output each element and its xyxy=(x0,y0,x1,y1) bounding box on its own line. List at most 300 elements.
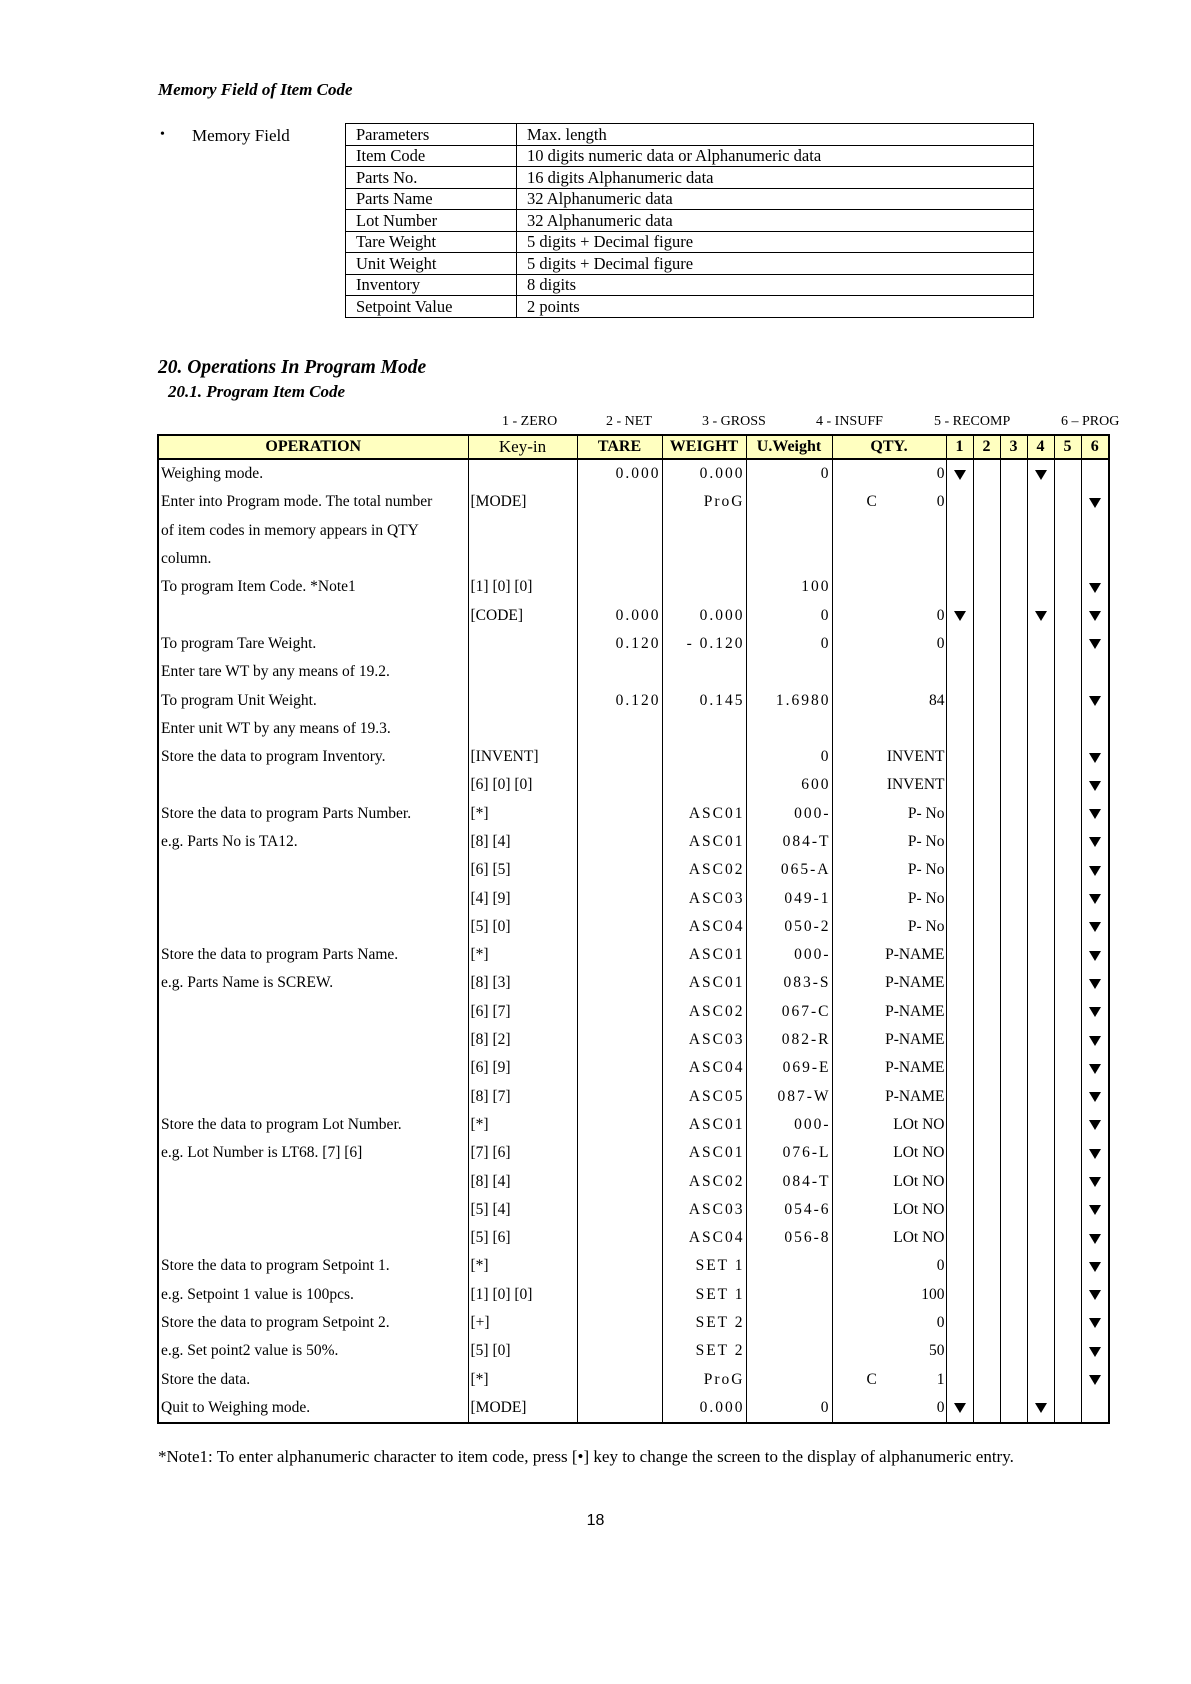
annunciator-4-cell xyxy=(1027,1281,1054,1309)
operation-cell: Store the data to program Lot Number. xyxy=(158,1111,468,1139)
parameter-cell: Lot Number xyxy=(346,210,517,232)
annunciator-1-cell xyxy=(946,1111,973,1139)
operation-cell: e.g. Parts Name is SCREW. xyxy=(158,969,468,997)
section-title: 20. Operations In Program Mode xyxy=(158,357,427,378)
annunciator-1-cell xyxy=(946,828,973,856)
operation-cell: Store the data to program Inventory. xyxy=(158,743,468,771)
weight-cell xyxy=(662,771,746,799)
tare-cell xyxy=(577,913,662,941)
uweight-cell: 065-A xyxy=(746,856,832,884)
annunciator-3-cell xyxy=(1000,1111,1027,1139)
table-row xyxy=(346,253,1034,275)
weight-cell: 0.000 xyxy=(662,459,746,488)
uweight-cell xyxy=(746,1366,832,1394)
keyin-cell xyxy=(468,630,577,658)
annunciator-4-cell xyxy=(1027,573,1054,601)
table-row xyxy=(158,545,1109,573)
keyin-cell: [1] [0] [0] xyxy=(468,573,577,601)
annunciator-3-cell xyxy=(1000,800,1027,828)
operation-cell: To program Unit Weight. xyxy=(158,686,468,714)
annunciator-4-cell xyxy=(1027,884,1054,912)
annunciator-5-cell xyxy=(1054,1196,1081,1224)
annunciator-arrow-icon xyxy=(1089,1064,1101,1074)
annunciator-3-cell xyxy=(1000,545,1027,573)
keyin-cell: [6] [9] xyxy=(468,1054,577,1082)
max-length-cell: 16 digits Alphanumeric data xyxy=(517,167,1034,189)
annunciator-arrow-icon xyxy=(1089,922,1101,932)
qty-value: LOt NO xyxy=(893,1229,945,1247)
annunciator-5-cell xyxy=(1054,913,1081,941)
annunciator-6-cell xyxy=(1081,715,1109,743)
parameter-cell: Item Code xyxy=(346,145,517,167)
annunciator-arrow-icon xyxy=(1089,1149,1101,1159)
table-row xyxy=(158,941,1109,969)
keyin-cell: [*] xyxy=(468,1252,577,1280)
operation-cell: Store the data to program Setpoint 2. xyxy=(158,1309,468,1337)
table-row xyxy=(158,1224,1109,1252)
annunciator-6-cell xyxy=(1081,856,1109,884)
keyin-cell xyxy=(468,517,577,545)
operation-cell xyxy=(158,1054,468,1082)
uweight-cell: 000- xyxy=(746,1111,832,1139)
tare-cell xyxy=(577,941,662,969)
operation-cell: e.g. Setpoint 1 value is 100pcs. xyxy=(158,1281,468,1309)
qty-value: LOt NO xyxy=(893,1144,945,1162)
annunciator-arrow-icon xyxy=(1089,894,1101,904)
footnote: *Note1: To enter alphanumeric character to item code, press [•] key to change the screen to the display of alphanumeric entry. xyxy=(158,1447,1014,1466)
uweight-cell: 069-E xyxy=(746,1054,832,1082)
annunciator-arrow-icon xyxy=(954,470,966,480)
uweight-cell: 0 xyxy=(746,1394,832,1423)
keyin-cell: [MODE] xyxy=(468,1394,577,1423)
uweight-cell xyxy=(746,715,832,743)
annunciator-arrow-icon xyxy=(1089,696,1101,706)
weight-cell: ASC01 xyxy=(662,800,746,828)
annunciator-3-cell xyxy=(1000,630,1027,658)
uweight-cell: 076-L xyxy=(746,1139,832,1167)
uweight-cell xyxy=(746,1281,832,1309)
keyin-cell: [4] [9] xyxy=(468,884,577,912)
annunciator-6-cell xyxy=(1081,1252,1109,1280)
qty-cell xyxy=(832,658,946,686)
annunciator-6-cell xyxy=(1081,459,1109,488)
annunciator-arrow-icon xyxy=(1089,837,1101,847)
memory-heading: Memory Field of Item Code xyxy=(158,80,353,99)
annunciator-3-cell xyxy=(1000,941,1027,969)
keyin-cell: [CODE] xyxy=(468,601,577,629)
tare-cell xyxy=(577,1111,662,1139)
annunciator-3-cell xyxy=(1000,715,1027,743)
operation-cell: Quit to Weighing mode. xyxy=(158,1394,468,1423)
annunciator-3-cell xyxy=(1000,771,1027,799)
tare-cell: 0.000 xyxy=(577,601,662,629)
tare-cell xyxy=(577,1139,662,1167)
qty-cell xyxy=(832,1281,946,1309)
table-row xyxy=(158,800,1109,828)
weight-cell: ASC02 xyxy=(662,998,746,1026)
weight-cell: ASC03 xyxy=(662,1196,746,1224)
table-row xyxy=(158,856,1109,884)
annunciator-2-cell xyxy=(973,1252,1000,1280)
table-row xyxy=(158,998,1109,1026)
keyin-cell: [5] [0] xyxy=(468,1337,577,1365)
qty-value: 0 xyxy=(936,1257,945,1275)
tare-cell xyxy=(577,1281,662,1309)
weight-cell xyxy=(662,573,746,601)
uweight-cell xyxy=(746,488,832,516)
annunciator-4-cell xyxy=(1027,1054,1054,1082)
annunciator-5-cell xyxy=(1054,1252,1081,1280)
annunciator-3-cell xyxy=(1000,1309,1027,1337)
annunciator-5-cell xyxy=(1054,601,1081,629)
annunciator-6-cell xyxy=(1081,1083,1109,1111)
annunciator-5-cell xyxy=(1054,941,1081,969)
keyin-cell: [8] [7] xyxy=(468,1083,577,1111)
uweight-cell: 600 xyxy=(746,771,832,799)
qty-cell xyxy=(832,1054,946,1082)
table-row xyxy=(158,1196,1109,1224)
weight-cell: SET 2 xyxy=(662,1337,746,1365)
annunciator-1-cell xyxy=(946,658,973,686)
annunciator-arrow-icon xyxy=(1089,1177,1101,1187)
keyin-cell xyxy=(468,545,577,573)
bullet: • xyxy=(160,127,165,142)
annunciator-arrow-icon xyxy=(1089,1262,1101,1272)
annunciator-5-cell xyxy=(1054,884,1081,912)
annunciator-6-cell xyxy=(1081,1196,1109,1224)
qty-value: P- No xyxy=(907,917,945,935)
qty-value: P-NAME xyxy=(885,974,945,992)
qty-cell xyxy=(832,941,946,969)
annunciator-2-cell xyxy=(973,1026,1000,1054)
tare-cell xyxy=(577,1224,662,1252)
annunciator-4-cell xyxy=(1027,1196,1054,1224)
annunciator-4-cell xyxy=(1027,941,1054,969)
weight-cell: ASC03 xyxy=(662,884,746,912)
keyin-cell xyxy=(468,658,577,686)
annunciator-1-cell xyxy=(946,771,973,799)
annunciator-4-cell xyxy=(1027,459,1054,488)
annunciator-4-cell xyxy=(1027,969,1054,997)
memory-field-label: Memory Field xyxy=(192,126,290,145)
weight-cell: SET 1 xyxy=(662,1281,746,1309)
annunciator-5-cell xyxy=(1054,1224,1081,1252)
qty-cell xyxy=(832,686,946,714)
qty-cell xyxy=(832,1196,946,1224)
operation-cell xyxy=(158,856,468,884)
uweight-cell: 084-T xyxy=(746,1167,832,1195)
annunciator-4-cell xyxy=(1027,771,1054,799)
annunciator-3-cell xyxy=(1000,1281,1027,1309)
tare-cell xyxy=(577,1083,662,1111)
annunciator-1-cell xyxy=(946,630,973,658)
keyin-cell: [*] xyxy=(468,1111,577,1139)
annunciator-1-cell xyxy=(946,1026,973,1054)
annunciator-5-cell xyxy=(1054,856,1081,884)
annunciator-6-cell xyxy=(1081,1337,1109,1365)
keyin-cell: [5] [0] xyxy=(468,913,577,941)
weight-cell: ASC04 xyxy=(662,913,746,941)
header-uweight: U.Weight xyxy=(746,435,832,459)
annunciator-2-cell xyxy=(973,828,1000,856)
uweight-cell: 067-C xyxy=(746,998,832,1026)
qty-cell xyxy=(832,1309,946,1337)
annunciator-5-cell xyxy=(1054,517,1081,545)
qty-value: 50 xyxy=(929,1342,945,1360)
annunciator-5-cell xyxy=(1054,1026,1081,1054)
qty-value: LOt NO xyxy=(893,1115,945,1133)
annunciator-5-cell xyxy=(1054,573,1081,601)
annunciator-5-cell xyxy=(1054,1054,1081,1082)
annunciator-1-cell xyxy=(946,459,973,488)
keyin-cell: [8] [2] xyxy=(468,1026,577,1054)
annunciator-arrow-icon xyxy=(954,611,966,621)
tare-cell xyxy=(577,573,662,601)
uweight-cell: 1.6980 xyxy=(746,686,832,714)
operation-cell: Enter tare WT by any means of 19.2. xyxy=(158,658,468,686)
annunciator-3-cell xyxy=(1000,658,1027,686)
keyin-cell: [*] xyxy=(468,800,577,828)
uweight-cell: 082-R xyxy=(746,1026,832,1054)
annunciator-3-cell xyxy=(1000,1337,1027,1365)
operation-cell xyxy=(158,601,468,629)
annunciator-arrow-icon xyxy=(1089,1375,1101,1385)
header-annunciator-2: 2 xyxy=(973,435,1000,459)
annunciator-arrow-icon xyxy=(954,1403,966,1413)
qty-cell xyxy=(832,630,946,658)
table-row xyxy=(158,1394,1109,1423)
header-weight: WEIGHT xyxy=(662,435,746,459)
annunciator-3-cell xyxy=(1000,884,1027,912)
annunciator-6-cell xyxy=(1081,630,1109,658)
qty-value: P-NAME xyxy=(885,1059,945,1077)
keyin-cell xyxy=(468,459,577,488)
tare-cell xyxy=(577,517,662,545)
table-row xyxy=(346,188,1034,210)
uweight-cell: 0 xyxy=(746,459,832,488)
memory-field-table xyxy=(345,123,1034,318)
table-row xyxy=(346,296,1034,318)
table-row xyxy=(158,658,1109,686)
annunciator-2-cell xyxy=(973,941,1000,969)
annunciator-2-cell xyxy=(973,998,1000,1026)
uweight-cell xyxy=(746,658,832,686)
keyin-cell: [7] [6] xyxy=(468,1139,577,1167)
qty-value: 0 xyxy=(936,634,945,652)
annunciator-6-cell xyxy=(1081,686,1109,714)
operation-cell xyxy=(158,913,468,941)
annunciator-1-cell xyxy=(946,1196,973,1224)
annunciator-2-cell xyxy=(973,517,1000,545)
tare-cell xyxy=(577,1252,662,1280)
annunciator-2-cell xyxy=(973,913,1000,941)
legend-insuff: 4 - INSUFF xyxy=(816,414,883,429)
operation-cell: To program Tare Weight. xyxy=(158,630,468,658)
annunciator-1-cell xyxy=(946,1281,973,1309)
annunciator-4-cell xyxy=(1027,715,1054,743)
tare-cell xyxy=(577,1196,662,1224)
uweight-cell: 0 xyxy=(746,630,832,658)
parameter-cell: Unit Weight xyxy=(346,253,517,275)
annunciator-1-cell xyxy=(946,1309,973,1337)
annunciator-arrow-icon xyxy=(1035,611,1047,621)
annunciator-2-cell xyxy=(973,488,1000,516)
keyin-cell: [*] xyxy=(468,941,577,969)
annunciator-5-cell xyxy=(1054,686,1081,714)
operation-cell: Store the data. xyxy=(158,1366,468,1394)
header-annunciator-4: 4 xyxy=(1027,435,1054,459)
annunciator-6-cell xyxy=(1081,800,1109,828)
qty-cell xyxy=(832,1139,946,1167)
weight-cell: ASC01 xyxy=(662,1111,746,1139)
qty-value: P- No xyxy=(907,804,945,822)
uweight-cell: 0 xyxy=(746,601,832,629)
operation-cell: Enter into Program mode. The total number xyxy=(158,488,468,516)
annunciator-3-cell xyxy=(1000,1366,1027,1394)
keyin-cell: [5] [4] xyxy=(468,1196,577,1224)
table-row xyxy=(158,1111,1109,1139)
uweight-cell xyxy=(746,1309,832,1337)
qty-value: P-NAME xyxy=(885,1087,945,1105)
tare-cell xyxy=(577,1309,662,1337)
table-row xyxy=(346,274,1034,296)
annunciator-6-cell xyxy=(1081,1111,1109,1139)
uweight-cell xyxy=(746,545,832,573)
tare-cell: 0.000 xyxy=(577,459,662,488)
annunciator-6-cell xyxy=(1081,1224,1109,1252)
annunciator-1-cell xyxy=(946,488,973,516)
header-qty: QTY. xyxy=(832,435,946,459)
table-row xyxy=(158,828,1109,856)
weight-cell: ASC04 xyxy=(662,1224,746,1252)
annunciator-5-cell xyxy=(1054,1281,1081,1309)
annunciator-3-cell xyxy=(1000,1054,1027,1082)
uweight-cell: 056-8 xyxy=(746,1224,832,1252)
annunciator-1-cell xyxy=(946,743,973,771)
tare-cell xyxy=(577,1054,662,1082)
annunciator-3-cell xyxy=(1000,828,1027,856)
annunciator-1-cell xyxy=(946,517,973,545)
qty-value: P- No xyxy=(907,833,945,850)
keyin-cell: [+] xyxy=(468,1309,577,1337)
qty-cell xyxy=(832,913,946,941)
weight-cell: ASC01 xyxy=(662,1139,746,1167)
annunciator-1-cell xyxy=(946,941,973,969)
annunciator-arrow-icon xyxy=(1089,1092,1101,1102)
table-row xyxy=(158,969,1109,997)
qty-value: 0 xyxy=(936,606,945,624)
annunciator-1-cell xyxy=(946,1139,973,1167)
qty-cell xyxy=(832,1337,946,1365)
annunciator-4-cell xyxy=(1027,1111,1054,1139)
annunciator-1-cell xyxy=(946,1337,973,1365)
header-annunciator-6: 6 xyxy=(1081,435,1109,459)
weight-cell xyxy=(662,517,746,545)
annunciator-5-cell xyxy=(1054,658,1081,686)
annunciator-arrow-icon xyxy=(1089,866,1101,876)
qty-cell xyxy=(832,884,946,912)
annunciator-5-cell xyxy=(1054,1111,1081,1139)
annunciator-3-cell xyxy=(1000,1083,1027,1111)
annunciator-2-cell xyxy=(973,715,1000,743)
parameter-cell: Parts Name xyxy=(346,188,517,210)
annunciator-4-cell xyxy=(1027,1224,1054,1252)
max-length-cell: 5 digits + Decimal figure xyxy=(517,231,1034,253)
weight-cell xyxy=(662,545,746,573)
annunciator-2-cell xyxy=(973,630,1000,658)
annunciator-5-cell xyxy=(1054,969,1081,997)
annunciator-4-cell xyxy=(1027,1252,1054,1280)
parameter-cell: Setpoint Value xyxy=(346,296,517,318)
annunciator-arrow-icon xyxy=(1089,753,1101,763)
program-operations-table xyxy=(157,434,1110,1424)
annunciator-arrow-icon xyxy=(1089,979,1101,989)
keyin-cell: [8] [4] xyxy=(468,1167,577,1195)
operation-cell xyxy=(158,998,468,1026)
annunciator-4-cell xyxy=(1027,743,1054,771)
table-row xyxy=(158,630,1109,658)
annunciator-4-cell xyxy=(1027,1309,1054,1337)
page-number: 18 xyxy=(586,1512,605,1529)
annunciator-arrow-icon xyxy=(1089,1036,1101,1046)
table-row xyxy=(158,771,1109,799)
table-row xyxy=(158,1054,1109,1082)
operation-cell: e.g. Parts No is TA12. xyxy=(158,828,468,856)
annunciator-5-cell xyxy=(1054,630,1081,658)
weight-cell: ASC04 xyxy=(662,1054,746,1082)
annunciator-2-cell xyxy=(973,1139,1000,1167)
annunciator-1-cell xyxy=(946,545,973,573)
annunciator-arrow-icon xyxy=(1089,1120,1101,1130)
annunciator-1-cell xyxy=(946,1083,973,1111)
table-row xyxy=(346,124,1034,146)
operation-cell: To program Item Code. *Note1 xyxy=(158,573,468,601)
annunciator-4-cell xyxy=(1027,1394,1054,1423)
annunciator-arrow-icon xyxy=(1089,583,1101,593)
qty-cell xyxy=(832,1366,946,1394)
tare-cell xyxy=(577,658,662,686)
tare-cell: 0.120 xyxy=(577,686,662,714)
annunciator-1-cell xyxy=(946,800,973,828)
qty-cell xyxy=(832,715,946,743)
tare-cell xyxy=(577,771,662,799)
qty-value: P- No xyxy=(907,861,945,879)
tare-cell xyxy=(577,884,662,912)
annunciator-3-cell xyxy=(1000,1196,1027,1224)
tare-cell xyxy=(577,1026,662,1054)
operation-cell xyxy=(158,1196,468,1224)
annunciator-4-cell xyxy=(1027,1337,1054,1365)
annunciator-arrow-icon xyxy=(1089,639,1101,649)
table-row xyxy=(158,1281,1109,1309)
annunciator-1-cell xyxy=(946,1167,973,1195)
table-row xyxy=(158,884,1109,912)
max-length-cell: 32 Alphanumeric data xyxy=(517,210,1034,232)
table-row xyxy=(158,1139,1109,1167)
weight-cell: - 0.120 xyxy=(662,630,746,658)
annunciator-arrow-icon xyxy=(1089,1290,1101,1300)
annunciator-arrow-icon xyxy=(1035,1403,1047,1413)
tare-cell xyxy=(577,1337,662,1365)
uweight-cell: 054-6 xyxy=(746,1196,832,1224)
annunciator-arrow-icon xyxy=(1089,1347,1101,1357)
uweight-cell: 083-S xyxy=(746,969,832,997)
weight-cell: ASC03 xyxy=(662,1026,746,1054)
keyin-cell: [*] xyxy=(468,1366,577,1394)
table-row xyxy=(158,459,1109,488)
annunciator-2-cell xyxy=(973,1111,1000,1139)
annunciator-2-cell xyxy=(973,1083,1000,1111)
